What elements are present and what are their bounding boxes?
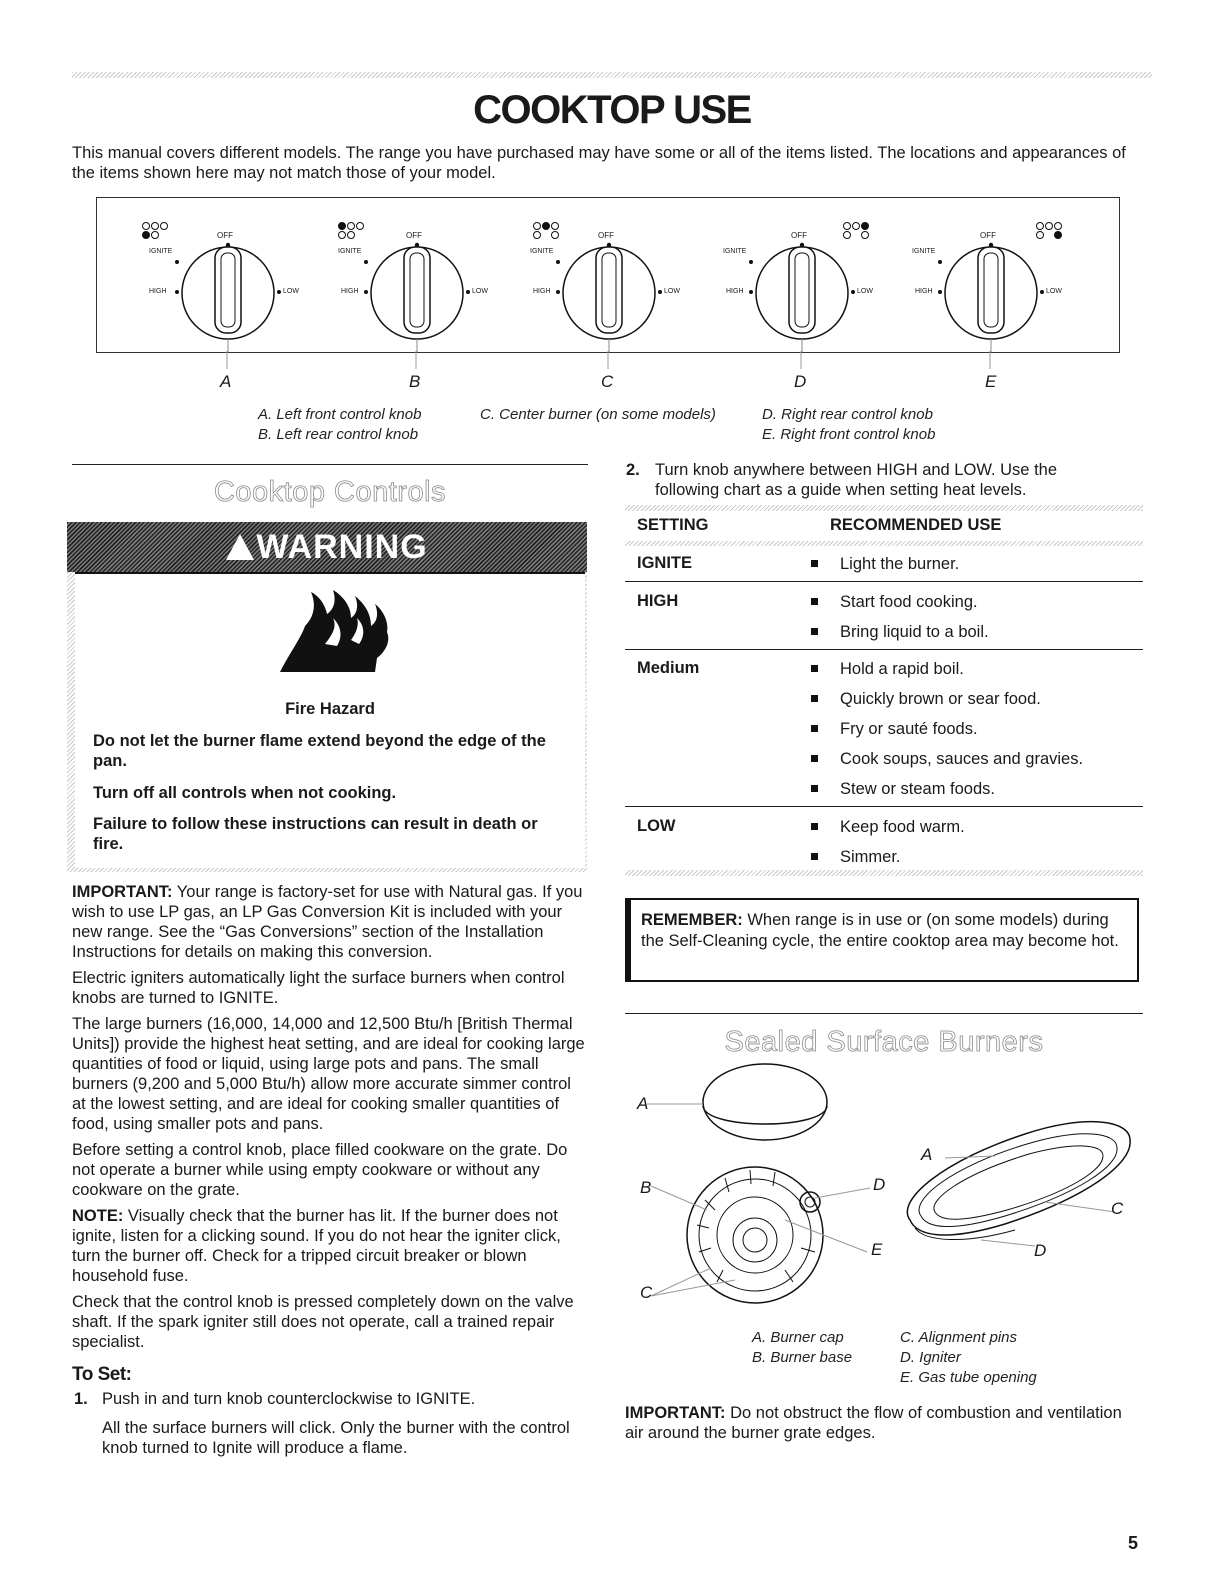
- burner-caption-b: B. Burner base: [752, 1349, 853, 1366]
- burner-label-e: E: [871, 1240, 883, 1259]
- cooktop-controls-rule: [72, 464, 588, 465]
- knob-a-ignite: IGNITE: [149, 248, 173, 255]
- burner-caption-c: C. Alignment pins: [900, 1329, 1017, 1346]
- burner-label-a-left: A: [637, 1094, 649, 1113]
- knob-c-icon: [563, 247, 655, 352]
- setting-medium: Medium: [637, 659, 700, 677]
- knob-d-high: HIGH: [726, 288, 744, 295]
- step-2-number: 2.: [626, 461, 640, 479]
- step-2-text: Turn knob anywhere between HIGH and LOW. Use the following chart as a guide when setting heat levels.: [655, 461, 1058, 499]
- top-rule: [72, 72, 1152, 78]
- to-set-heading: To Set:: [72, 1364, 132, 1385]
- knob-letter-a: A: [220, 372, 232, 391]
- check-paragraph: Check that the control knob is pressed completely down on the valve shaft. If the spark igniter still does not operate, call a trained repair specialist.: [72, 1293, 574, 1351]
- knob-e-ignite: IGNITE: [912, 248, 936, 255]
- knob-d-low: LOW: [857, 288, 873, 295]
- step-1-text: Push in and turn knob counterclockwise to IGNITE.: [102, 1390, 476, 1408]
- control-panel-illustration: [96, 197, 1120, 353]
- table-row: [625, 581, 1143, 650]
- left-body-text: [72, 882, 588, 1358]
- page-title: COOKTOP USE: [473, 88, 751, 132]
- uses-high: Start food cooking. Bring liquid to a boil.: [811, 592, 989, 652]
- knob-caption-a: A. Left front control knob: [258, 406, 422, 423]
- page-number: 5: [1128, 1533, 1139, 1553]
- warning-hazard-title: Fire Hazard: [285, 700, 375, 718]
- burner-important-paragraph: IMPORTANT: Do not obstruct the flow of combustion and ventilation air around the burner grate edges.: [625, 1404, 1122, 1442]
- burner-label-a-right: A: [921, 1145, 933, 1164]
- intro-paragraph: This manual covers different models. The range you have purchased may have some or all of the items listed. The locations and appearances of the items shown here may not match those of your model.: [72, 144, 1126, 182]
- note-paragraph: NOTE: Visually check that the burner has lit. If the burner does not ignite, listen for a clicking sound. If you do not hear the igniter click, turn the burner off. Check for a tripped circuit breaker or blown household fuse.: [72, 1207, 561, 1285]
- fire-icon: [75, 574, 585, 682]
- knob-e-icon: [945, 247, 1037, 352]
- knob-c-high: HIGH: [533, 288, 551, 295]
- knob-b-ignite: IGNITE: [338, 248, 362, 255]
- knob-a-high: HIGH: [149, 288, 167, 295]
- knob-d-icon: [756, 247, 848, 352]
- sealed-burners-heading: Sealed Surface Burners: [724, 1026, 1044, 1058]
- knob-e-high: HIGH: [915, 288, 933, 295]
- uses-low: Keep food warm. Simmer.: [811, 817, 965, 877]
- remember-text: REMEMBER: When range is in use or (on some models) during the Self-Cleaning cycle, the entire cooktop area may become hot.: [641, 911, 1119, 950]
- warning-symbol-area: [75, 572, 585, 684]
- burner-caption-a: A. Burner cap: [752, 1329, 844, 1346]
- igniters-paragraph: Electric igniters automatically light the surface burners when control knobs are turned to IGNITE.: [72, 969, 565, 1007]
- burners-paragraph: The large burners (16,000, 14,000 and 12,500 Btu/h [British Thermal Units]) provide the highest heat setting, and are ideal for cooking large quantities of food or liquid, using large pots and pans. The small burners (9,200 and 5,000 Btu/h) allow more accurate simmer control at the lowest setting, and are ideal for cooking smaller quantities of food, using smaller pots and pans.: [72, 1015, 585, 1133]
- knob-b-icon: [371, 247, 463, 352]
- knob-leader-lines: [96, 351, 1118, 371]
- knob-a-icon: [182, 247, 274, 352]
- warning-box: [67, 522, 587, 872]
- burner-indicator-b-icon: [339, 223, 364, 239]
- before-paragraph: Before setting a control knob, place filled cookware on the grate. Do not operate a burner while using empty cookware or without any cookware on the grate.: [72, 1141, 568, 1199]
- table-header-use: RECOMMENDED USE: [830, 516, 1002, 534]
- burner-indicator-c-icon: [534, 223, 559, 239]
- knob-caption-b: B. Left rear control knob: [258, 426, 419, 443]
- burner-cap-icon: [703, 1064, 827, 1140]
- knob-d-off: OFF: [791, 231, 807, 240]
- knob-c-low: LOW: [664, 288, 680, 295]
- knob-letter-c: C: [601, 372, 614, 391]
- knob-letter-d: D: [794, 372, 807, 391]
- table-bottom-rule: [625, 870, 1143, 876]
- cooktop-controls-heading: Cooktop Controls: [213, 476, 447, 508]
- table-row: [625, 806, 1143, 871]
- knobs-svg: [97, 198, 1119, 352]
- warning-triangle-icon: [226, 534, 254, 560]
- uses-medium: Hold a rapid boil. Quickly brown or sear food. Fry or sauté foods. Cook soups, sauces and gravies. Stew or steam foods.: [811, 659, 1083, 809]
- table-row: [625, 649, 1143, 807]
- burner-label-c-right: C: [1111, 1199, 1124, 1218]
- burner-label-b: B: [640, 1178, 652, 1197]
- warning-banner-label: WARNING: [256, 528, 428, 566]
- table-top-rule: [625, 505, 1143, 511]
- burner-label-d-left: D: [873, 1175, 886, 1194]
- burner-label-d-right: D: [1034, 1241, 1047, 1260]
- setting-ignite: IGNITE: [637, 554, 693, 572]
- setting-low: LOW: [637, 817, 676, 835]
- knob-b-high: HIGH: [341, 288, 359, 295]
- setting-high: HIGH: [637, 592, 679, 610]
- sealed-burner-illustration: [625, 1060, 1143, 1330]
- knob-e-off: OFF: [980, 231, 996, 240]
- burner-indicator-d-icon: [844, 223, 869, 239]
- oval-burner-icon: [907, 1122, 1130, 1240]
- knob-c-off: OFF: [598, 231, 614, 240]
- burner-indicator-e-icon: [1037, 223, 1062, 239]
- burner-indicator-a-icon: [143, 223, 168, 239]
- uses-ignite: Light the burner.: [811, 554, 959, 584]
- step-1-number: 1.: [74, 1390, 88, 1408]
- burner-caption-e: E. Gas tube opening: [900, 1369, 1037, 1386]
- step-1-subtext: All the surface burners will click. Only the burner with the control knob turned to Ignite will produce a flame.: [102, 1419, 570, 1457]
- knob-e-low: LOW: [1046, 288, 1062, 295]
- table-row: [625, 545, 1143, 581]
- table-header-setting: SETTING: [637, 516, 709, 534]
- burner-base-icon: [687, 1167, 823, 1303]
- warning-line-2: Turn off all controls when not cooking.: [93, 784, 397, 802]
- remember-box: [625, 898, 1139, 982]
- knob-caption-d: D. Right rear control knob: [762, 406, 933, 423]
- knob-caption-e: E. Right front control knob: [762, 426, 936, 443]
- knob-caption-c: C. Center burner (on some models): [480, 406, 716, 423]
- knob-letter-b: B: [409, 372, 421, 391]
- knob-letter-e: E: [985, 372, 997, 391]
- knob-d-ignite: IGNITE: [723, 248, 747, 255]
- knob-c-ignite: IGNITE: [530, 248, 554, 255]
- warning-line-1: Do not let the burner flame extend beyond the edge of the pan.: [93, 732, 546, 770]
- knob-b-low: LOW: [472, 288, 488, 295]
- knob-a-off: OFF: [217, 231, 233, 240]
- burner-label-c-left: C: [640, 1283, 653, 1302]
- burner-caption-d: D. Igniter: [900, 1349, 961, 1366]
- knob-b-off: OFF: [406, 231, 422, 240]
- important-paragraph: IMPORTANT: Your range is factory-set for use with Natural gas. If you wish to use LP gas, an LP Gas Conversion Kit is included with your new range. See the “Gas Conversions” section of the Installation Instructions for details on making this conversion.: [72, 883, 583, 961]
- sealed-burners-rule: [625, 1013, 1143, 1014]
- knob-a-low: LOW: [283, 288, 299, 295]
- warning-line-3: Failure to follow these instructions can result in death or fire.: [93, 815, 538, 853]
